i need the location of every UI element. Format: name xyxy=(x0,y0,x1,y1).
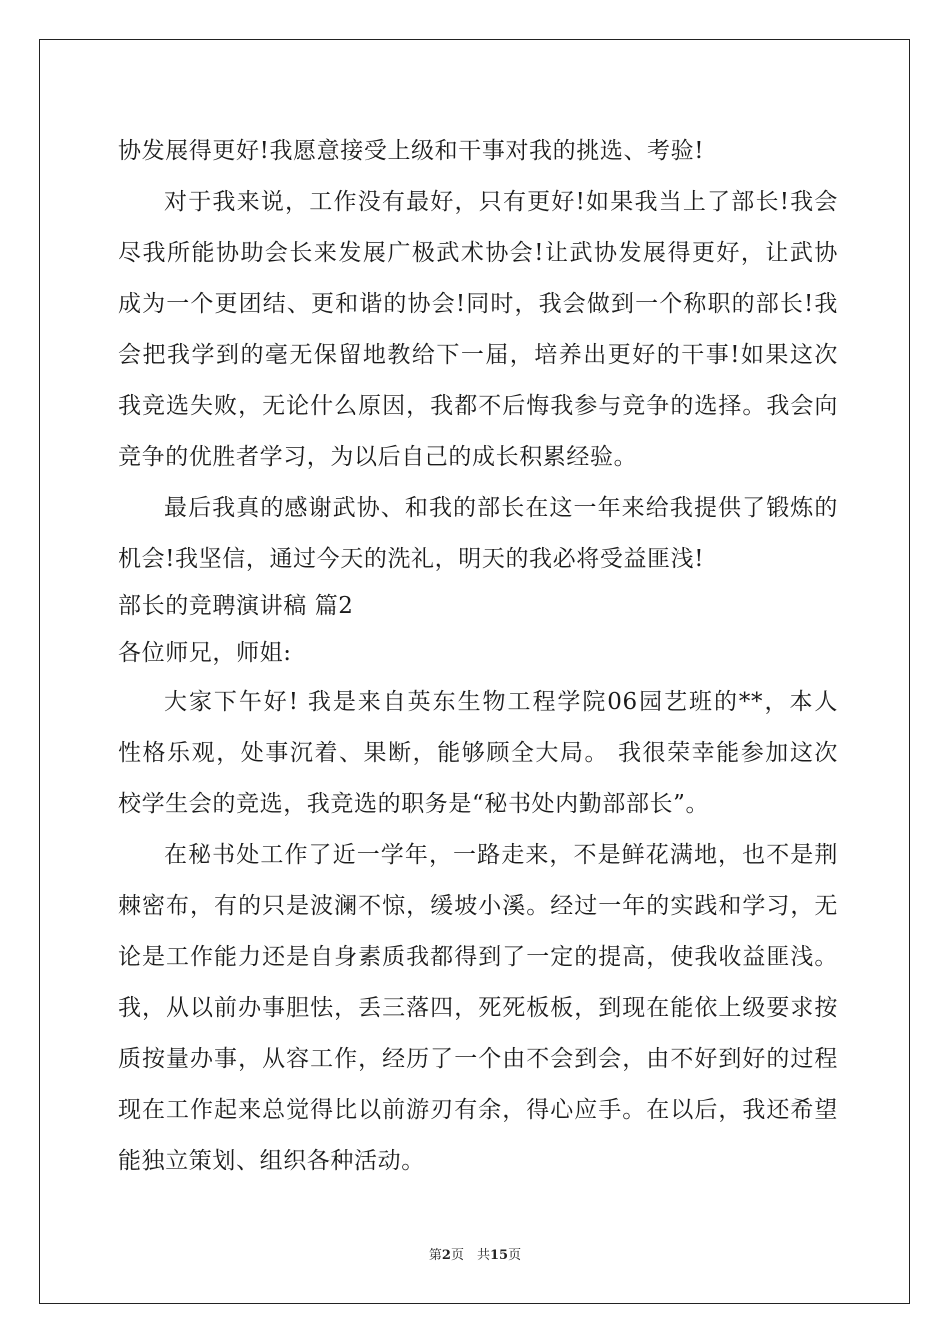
text-line: 我，从以前办事胆怯，丢三落四，死死板板，到现在能依上级要求按 xyxy=(118,995,838,1021)
page-total: 15 xyxy=(489,1248,509,1263)
text-line: 在秘书处工作了近一学年，一路走来，不是鲜花满地，也不是荆 xyxy=(164,842,838,868)
text-line: 论是工作能力还是自身素质我都得到了一定的提高，使我收益匪浅。 xyxy=(118,944,838,970)
page-label-suffix: 页 xyxy=(508,1248,522,1263)
text-line: 棘密布，有的只是波澜不惊，缓坡小溪。经过一年的实践和学习，无 xyxy=(118,893,838,919)
text-line: 竞争的优胜者学习，为以后自己的成长积累经验。 xyxy=(118,444,638,470)
text-line: 尽我所能协助会长来发展广极武术协会!让武协发展得更好，让武协 xyxy=(118,240,838,266)
text-line: 对于我来说，工作没有最好，只有更好!如果我当上了部长!我会 xyxy=(164,189,838,215)
salutation: 各位师兄，师姐: xyxy=(118,640,292,666)
page-footer xyxy=(0,1248,950,1264)
page-label-prefix: 第 xyxy=(428,1248,442,1263)
text-line: 机会!我坚信，通过今天的洗礼，明天的我必将受益匪浅! xyxy=(118,546,705,572)
text-line: 最后我真的感谢武协、和我的部长在这一年来给我提供了锻炼的 xyxy=(164,495,838,521)
text-line: 成为一个更团结、更和谐的协会!同时，我会做到一个称职的部长!我 xyxy=(118,291,838,317)
text-line: 性格乐观，处事沉着、果断，能够顾全大局。 我很荣幸能参加这次 xyxy=(118,740,838,766)
text-line: 校学生会的竞选，我竞选的职务是“秘书处内勤部部长”。 xyxy=(118,791,710,817)
text-line: 质按量办事，从容工作，经历了一个由不会到会，由不好到好的过程 xyxy=(118,1046,838,1072)
text-line: 大家下午好! 我是来自英东生物工程学院06园艺班的**，本人 xyxy=(164,689,838,715)
page-current: 2 xyxy=(441,1248,451,1263)
text-line: 会把我学到的毫无保留地教给下一届，培养出更好的干事!如果这次 xyxy=(118,342,838,368)
text-line: 能独立策划、组织各种活动。 xyxy=(118,1148,425,1174)
page-label-mid: 页 共 xyxy=(450,1248,490,1263)
text-line: 协发展得更好!我愿意接受上级和干事对我的挑选、考验! xyxy=(118,138,705,164)
text-line: 我竞选失败，无论什么原因，我都不后悔我参与竞争的选择。我会向 xyxy=(118,393,838,419)
section-heading: 部长的竞聘演讲稿 篇2 xyxy=(118,593,354,619)
text-line: 现在工作起来总觉得比以前游刃有余，得心应手。在以后，我还希望 xyxy=(118,1097,838,1123)
